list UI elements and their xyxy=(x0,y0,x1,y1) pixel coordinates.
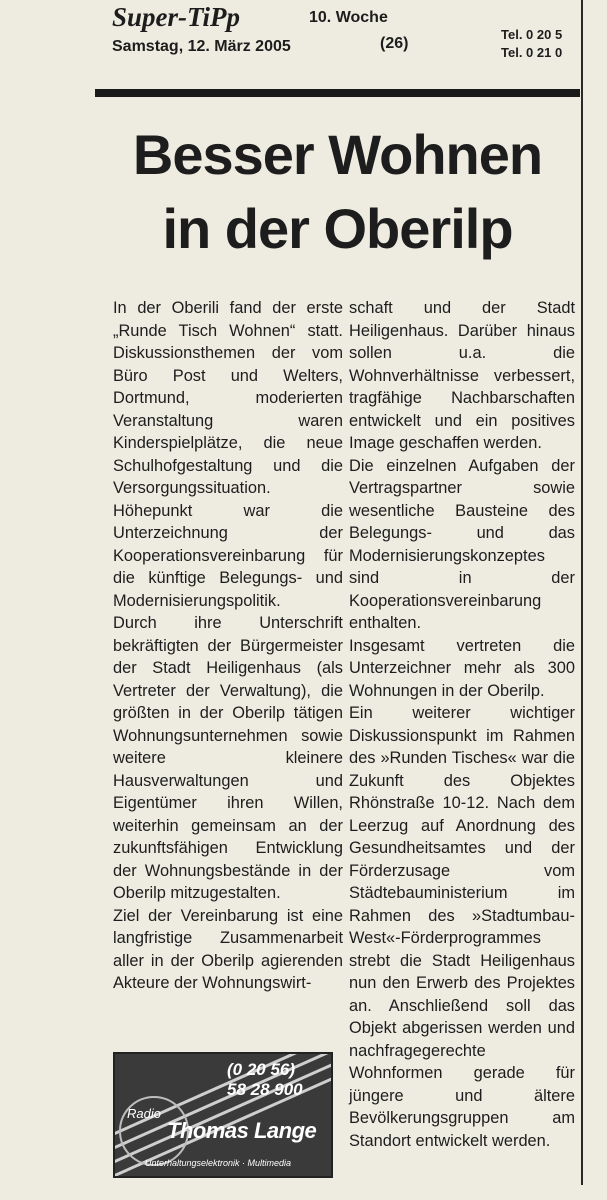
paragraph: Durch ihre Unterschrift bekräftigten der Bürgermeister der Stadt Heiligenhaus (als Vertreter der Verwaltung), die größten in der Oberilp tätigen Wohnungsunternehmen sowie weitere kleinere Hausverwaltungen und Eigentümer ihren Willen, weiterhin gemeinsam an der zukunftsfähigen Entwicklung der Wohnungsbestände in der Oberilp mitzugestalten. xyxy=(113,614,343,902)
masthead-left xyxy=(112,2,291,59)
paragraph: Ein weiterer wichtiger Diskussionspunkt im Rahmen des »Runden Tisches« war die Zukunft des Objektes Rhönstraße 10-12. Nach dem Leerzug auf Anordnung des Gesundheitsamtes und der Förderzusage vom Städtebauministerium im Rahmen des »Stadtumbau-West«-Förderprogrammes strebt die Stadt Heiligenhaus nun den Erwerb des Projektes an. Anschließend soll das Objekt abgerissen werden und nachfragegerechte Wohnformen gerade für jüngere und ältere Bevölkerungsgruppen am Standort entwickelt werden. xyxy=(349,704,575,1150)
ad-phone-number: 58 28 900 xyxy=(227,1080,303,1099)
article-headline xyxy=(95,118,580,266)
ad-tagline: Unterhaltungselektronik · Multimedia xyxy=(145,1158,292,1168)
telephone-2: Tel. 0 21 0 xyxy=(501,45,563,60)
issue-date: Samstag, 12. März 2005 xyxy=(112,38,291,55)
headline-line-1: Besser Wohnen xyxy=(132,123,543,186)
ad-radio-label: Radio xyxy=(127,1106,161,1121)
paragraph: Insgesamt vertreten die Unterzeichner mehr als 300 Wohnungen in der Oberilp. xyxy=(349,636,575,700)
ad-business-name: Thomas Lange xyxy=(167,1118,317,1143)
paragraph: Höhepunkt war die Unterzeichnung der Kooperationsvereinbarung für die künftige Belegungs- und Modernisierungspolitik. xyxy=(113,501,343,610)
issue-number: (26) xyxy=(380,35,409,52)
paper-name: Super-TiPp xyxy=(112,2,240,32)
telephone-1: Tel. 0 20 5 xyxy=(501,27,563,42)
week-label: 10. Woche xyxy=(309,9,388,26)
column-edge-rule xyxy=(581,0,583,1185)
paragraph: Die einzelnen Aufgaben der Vertragspartner sowie wesentliche Bausteine des Belegungs- und das Modernisierungskonzeptes sind in der Kooperationsvereinbarung enthalten. xyxy=(349,456,575,632)
article-column-right xyxy=(349,297,575,1152)
paragraph: In der Oberili fand der erste „Runde Tisch Wohnen“ statt. Diskussionsthemen der vom Büro Post und Welters, Dortmund, moderierten Veranstaltung waren Kinderspielplätze, die neue Schulhofgestaltung und die Versorgungssituation. xyxy=(113,299,343,497)
headline-line-2: in der Oberilp xyxy=(162,197,513,260)
paragraph: Ziel der Vereinbarung ist eine langfristige Zusammenarbeit aller in der Oberilp agierenden Akteure der Wohnungswirt- xyxy=(113,906,343,992)
paragraph: schaft und der Stadt Heiligenhaus. Darüber hinaus sollen u.a. die Wohnverhältnisse verbessert, tragfähige Nachbarschaften entwickelt und ein positives Image geschaffen werden. xyxy=(349,299,575,452)
advertisement xyxy=(113,1052,333,1178)
header-rule xyxy=(95,89,580,97)
article-column-left xyxy=(113,297,343,995)
ad-phone-area-code: (0 20 56) xyxy=(227,1060,296,1079)
telephone-block xyxy=(501,26,562,62)
